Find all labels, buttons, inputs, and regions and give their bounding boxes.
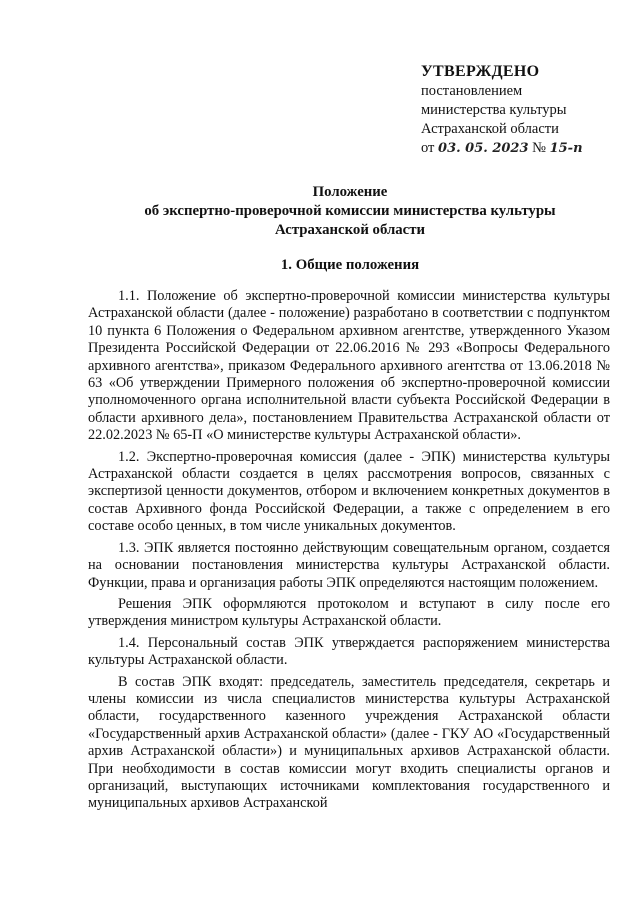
paragraph-composition: В состав ЭПК входят: председатель, заместитель председателя, секретарь и члены комиссии из числа специалистов министерства культуры Астраханской области, государственного казенного учреждения Астраханской области «Государственный архив Астраханской области» (далее - ГКУ АО «Государственный архив Астраханской области») и муниципальных архивов Астраханской области. При необходимости в состав комиссии могут входить специалисты органов и организаций, выступающих источниками комплектования государственного и муниципальных архивов Астраханской [88,673,610,812]
approval-line-2: министерства культуры [421,102,567,118]
document-title [80,183,620,240]
title-line-2: об экспертно-проверочной комиссии министерства культуры [144,203,556,219]
title-line-3: Астраханской области [274,222,426,238]
section-heading: 1. Общие положения [280,257,420,273]
approval-date-line [421,139,621,158]
approval-line-3: Астраханской области [421,121,559,137]
approval-heading: УТВЕРЖДЕНО [421,63,540,80]
handwritten-number: 15-п [549,141,583,156]
title-line-1: Положение [312,184,388,200]
paragraph-decisions: Решения ЭПК оформляются протоколом и вступают в силу после его утверждения министром культуры Астраханской области. [88,595,610,630]
approval-line-1: постановлением [421,83,523,99]
paragraph-1-1: 1.1. Положение об экспертно-проверочной комиссии министерства культуры Астраханской области (далее - положение) разработано в соответствии с подпунктом 10 пункта 6 Положения о Федеральном архивном агентстве, утвержденного Указом Президента Российской Федерации от 22.06.2016 № 293 «Вопросы Федерального архивного агентства», приказом Федерального архивного агентства от 13.06.2018 № 63 «Об утверждении Примерного положения об экспертно-проверочной комиссии уполномоченного органа исполнительной власти субъекта Российской Федерации в области архивного дела», постановлением Правительства Астраханской области от 22.02.2023 № 65-П «О министерстве культуры Астраханской области». [88,288,610,444]
paragraph-1-3: 1.3. ЭПК является постоянно действующим совещательным органом, создается на основании постановления министерства культуры Астраханской области. Функции, права и организация работы ЭПК определяются настоящим положением. [88,539,610,591]
document-body [88,288,610,817]
date-prefix: от [421,140,435,156]
number-prefix: № [532,140,546,156]
approval-stamp [421,62,621,158]
handwritten-date: 03. 05. 2023 [438,141,529,156]
paragraph-1-4: 1.4. Персональный состав ЭПК утверждается распоряжением министерства культуры Астраханской области. [88,634,610,669]
paragraph-1-2: 1.2. Экспертно-проверочная комиссия (далее - ЭПК) министерства культуры Астраханской области создается в целях рассмотрения вопросов, связанных с экспертизой ценности документов, отбором и включением конкретных документов в состав Архивного фонда Российской Федерации, а также с определением в его составе особо ценных, в том числе уникальных документов. [88,448,610,535]
